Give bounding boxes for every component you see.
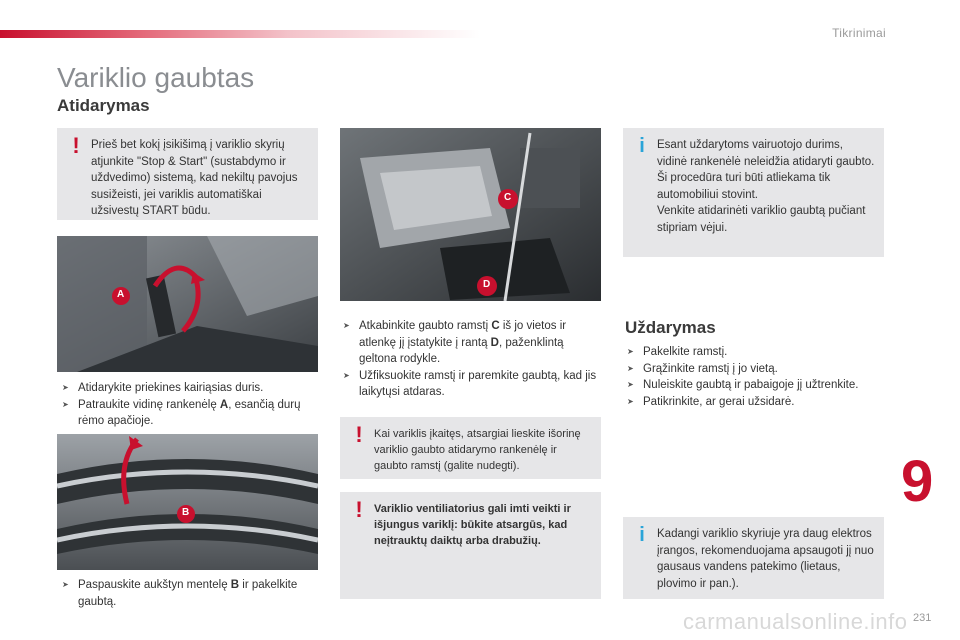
- exclamation-icon: !: [355, 497, 363, 522]
- warning-stop-start-note: [57, 128, 318, 220]
- photo-engine-bay: [340, 128, 601, 301]
- photo-interior-lever: [57, 236, 318, 372]
- step-secure-prop: ➤ Užfiksuokite ramstį ir paremkite gaubtą, kad jis laikytųsi atdaras.: [343, 369, 597, 398]
- exclamation-icon: !: [72, 133, 80, 158]
- arrow-bullet-icon: ➤: [343, 370, 350, 380]
- header-color-bar: [0, 30, 480, 38]
- page-title: Variklio gaubtas: [57, 62, 255, 93]
- warning-fan-note: [340, 492, 601, 599]
- step-unhook-prop: ➤ Atkabinkite gaubto ramstį C iš jo vietos ir atlenkę jį įstatykite į rantą D, paženklintą geltona rodykle.: [343, 320, 567, 365]
- arrow-bullet-icon: ➤: [627, 380, 634, 389]
- opening-heading: Atidarymas: [57, 96, 150, 115]
- arrow-bullet-icon: ➤: [62, 383, 69, 392]
- step-return-prop: ➤ Grąžinkite ramstį į jo vietą.: [627, 361, 885, 378]
- arrow-bullet-icon: ➤: [62, 399, 69, 409]
- info-icon: i: [639, 524, 645, 546]
- callout-d: D: [483, 279, 491, 290]
- photo-hood-latch: [57, 434, 318, 570]
- arrow-bullet-icon: ➤: [627, 363, 634, 373]
- closing-steps-list: [627, 344, 885, 410]
- callout-c: C: [504, 192, 512, 203]
- callout-a: A: [117, 289, 125, 300]
- warning-fan-text: Variklio ventiliatorius gali imti veikti ir išjungus variklį: būkite atsargūs, kad neįtrauktų daiktų arba drabužių.: [374, 503, 571, 547]
- closing-heading: Uždarymas: [625, 318, 716, 337]
- page-number: 231: [913, 612, 932, 624]
- step-pull-handle: ➤ Patraukite vidinę rankenėlę A, esančią durų rėmo apačioje.: [62, 398, 301, 427]
- exclamation-icon: !: [355, 422, 363, 447]
- warning-stop-start-text: Prieš bet kokį įsikišimą į variklio skyrių atjunkite "Stop & Start" (sustabdymo ir uždvedimo) sistemą, kad nekiltų pavojus susižeisti, jei variklis automatiškai užsivestų START būdu.: [91, 139, 298, 217]
- arrow-bullet-icon: ➤: [627, 347, 634, 356]
- step-raise-prop: ➤ Pakelkite ramstį.: [627, 344, 885, 361]
- info-doors-note: [623, 128, 884, 257]
- arrow-bullet-icon: ➤: [627, 396, 634, 406]
- chapter-number: 9: [901, 449, 934, 514]
- watermark: carmanualsonline.info: [683, 609, 908, 634]
- info-doors-text: Esant uždarytoms vairuotojo durims, vidinė rankenėlė neleidžia atidaryti gaubto. Ši procedūra turi būti atliekama tik automobiliui stovint. Venkite atidarinėti variklio gaubtą pučiant stipriam vėjui.: [657, 139, 875, 234]
- warning-hot-engine-note: [340, 417, 601, 479]
- chapter-label: Tikrinimai: [832, 26, 886, 40]
- prop-steps-list: [343, 318, 599, 401]
- opening-steps-list: [62, 380, 314, 430]
- callout-b: B: [182, 507, 190, 518]
- arrow-bullet-icon: ➤: [343, 321, 350, 330]
- step-lower-hood: ➤ Nuleiskite gaubtą ir pabaigoje jį užtrenkite.: [627, 377, 885, 394]
- info-electric-note: [623, 517, 884, 599]
- info-electric-text: Kadangi variklio skyriuje yra daug elektros įrangos, rekomenduojama apsaugoti jį nuo gausaus vandens patekimo (lietaus, plovimo ir pan.).: [657, 528, 874, 590]
- step-check-closed: ➤ Patikrinkite, ar gerai užsidarė.: [627, 394, 885, 411]
- step-lift-hood: ➤ Paspauskite aukštyn mentelę B ir pakelkite gaubtą.: [62, 579, 298, 608]
- warning-hot-engine-text: Kai variklis įkaitęs, atsargiai lieskite išorinę variklio gaubto atidarymo rankenėlę ir gaubto ramstį (galite nudegti).: [374, 428, 581, 472]
- arrow-bullet-icon: ➤: [62, 580, 69, 589]
- step-lift-hood-list: [62, 577, 318, 610]
- step-open-door: ➤ Atidarykite priekines kairiąsias duris.: [62, 380, 314, 397]
- info-icon: i: [639, 135, 645, 157]
